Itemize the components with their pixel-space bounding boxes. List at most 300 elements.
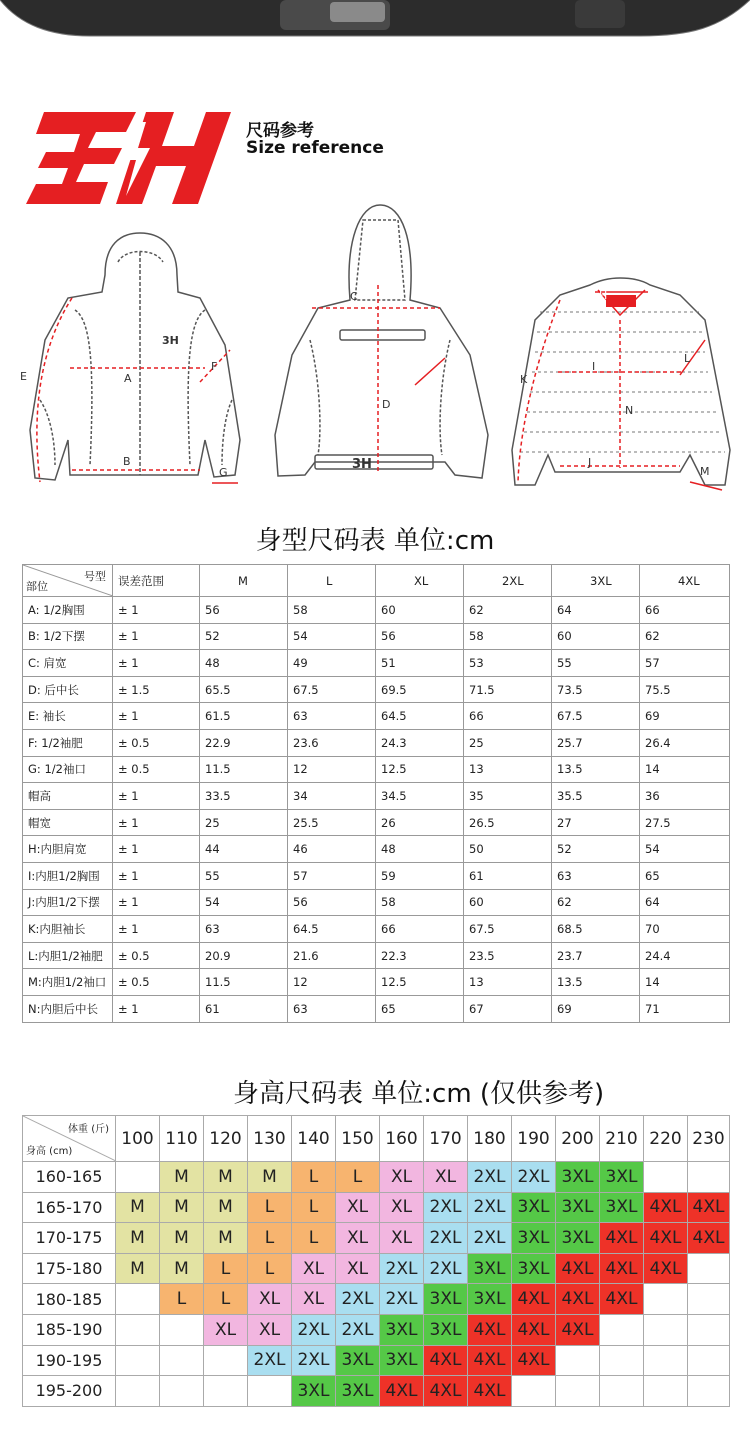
tolerance-cell: ± 1 <box>113 836 200 863</box>
part-cell: 帽高 <box>23 783 113 810</box>
body-size-corner-cell <box>23 565 113 597</box>
recommended-size-cell: M <box>160 1253 204 1284</box>
measurement-cell: 59 <box>376 862 464 889</box>
recommended-size-cell: 3XL <box>424 1284 468 1315</box>
height-row <box>23 1223 730 1254</box>
measurement-cell: 48 <box>376 836 464 863</box>
height-row <box>23 1162 730 1193</box>
height-weight-corner-cell <box>23 1116 116 1162</box>
height-row <box>23 1345 730 1376</box>
back-logo: 3H <box>352 457 372 472</box>
label-i: I <box>592 360 596 373</box>
recommended-size-cell: 4XL <box>644 1253 688 1284</box>
height-label-cell: 160-165 <box>23 1162 116 1193</box>
height-size-table-title: 身高尺码表 单位:cm (仅供参考) <box>233 1079 605 1109</box>
measurement-cell: 61.5 <box>200 703 288 730</box>
measurement-cell: 75.5 <box>640 676 730 703</box>
recommended-size-cell: 2XL <box>292 1345 336 1376</box>
measurement-cell: 50 <box>464 836 552 863</box>
measurement-cell: 24.4 <box>640 942 730 969</box>
weight-header: 200 <box>556 1116 600 1162</box>
body-size-row <box>23 862 730 889</box>
measurement-cell: 64 <box>640 889 730 916</box>
measurement-cell: 20.9 <box>200 942 288 969</box>
tolerance-cell: ± 1 <box>113 650 200 677</box>
recommended-size-cell: 2XL <box>512 1162 556 1193</box>
recommended-size-cell: M <box>160 1223 204 1254</box>
recommended-size-cell: XL <box>380 1192 424 1223</box>
recommended-size-cell <box>644 1284 688 1315</box>
recommended-size-cell: 2XL <box>248 1345 292 1376</box>
label-b: B <box>123 455 131 468</box>
size-header: 3XL <box>552 565 640 597</box>
measurement-cell: 11.5 <box>200 756 288 783</box>
recommended-size-cell: 2XL <box>336 1284 380 1315</box>
measurement-cell: 54 <box>640 836 730 863</box>
recommended-size-cell <box>644 1314 688 1345</box>
back-measure-lines <box>312 285 445 472</box>
recommended-size-cell <box>600 1314 644 1345</box>
tolerance-cell: ± 1 <box>113 862 200 889</box>
measurement-cell: 60 <box>552 623 640 650</box>
measurement-cell: 23.7 <box>552 942 640 969</box>
weight-header: 110 <box>160 1116 204 1162</box>
part-cell: K:内胆袖长 <box>23 916 113 943</box>
weight-header: 100 <box>116 1116 160 1162</box>
measurement-cell: 34.5 <box>376 783 464 810</box>
recommended-size-cell: XL <box>336 1253 380 1284</box>
measurement-cell: 69 <box>640 703 730 730</box>
body-size-table-title: 身型尺码表 单位:cm <box>255 526 495 556</box>
measurement-cell: 14 <box>640 969 730 996</box>
body-size-row <box>23 995 730 1022</box>
measurement-cell: 53 <box>464 650 552 677</box>
measurement-cell: 25.5 <box>288 809 376 836</box>
measurement-cell: 12.5 <box>376 756 464 783</box>
recommended-size-cell: 4XL <box>688 1192 730 1223</box>
measurement-cell: 36 <box>640 783 730 810</box>
recommended-size-cell <box>688 1162 730 1193</box>
weight-header: 160 <box>380 1116 424 1162</box>
weight-header: 170 <box>424 1116 468 1162</box>
tolerance-cell: ± 0.5 <box>113 756 200 783</box>
recommended-size-cell: L <box>204 1284 248 1315</box>
measurement-cell: 62 <box>640 623 730 650</box>
recommended-size-cell <box>688 1376 730 1407</box>
recommended-size-cell: M <box>116 1223 160 1254</box>
recommended-size-cell: 3XL <box>512 1192 556 1223</box>
measurement-cell: 65 <box>376 995 464 1022</box>
recommended-size-cell: L <box>248 1253 292 1284</box>
tolerance-header: 误差范围 <box>113 565 200 597</box>
tolerance-cell: ± 1 <box>113 995 200 1022</box>
label-m: M <box>700 465 710 478</box>
height-label-cell: 195-200 <box>23 1376 116 1407</box>
recommended-size-cell: L <box>248 1223 292 1254</box>
part-cell: I:内胆1/2胸围 <box>23 862 113 889</box>
recommended-size-cell: 3XL <box>556 1162 600 1193</box>
corner-size-label: 号型 <box>84 570 106 583</box>
part-cell: E: 袖长 <box>23 703 113 730</box>
liner-quilting <box>520 312 725 452</box>
height-label-cell: 175-180 <box>23 1253 116 1284</box>
front-chest-badge: 3H <box>162 334 179 347</box>
height-label-cell: 185-190 <box>23 1314 116 1345</box>
recommended-size-cell <box>644 1345 688 1376</box>
measurement-cell: 51 <box>376 650 464 677</box>
tolerance-cell: ± 1 <box>113 916 200 943</box>
measurement-cell: 52 <box>552 836 640 863</box>
measurement-cell: 56 <box>200 597 288 624</box>
body-size-row <box>23 597 730 624</box>
height-row <box>23 1253 730 1284</box>
recommended-size-cell: L <box>160 1284 204 1315</box>
measurement-cell: 65.5 <box>200 676 288 703</box>
body-size-row <box>23 836 730 863</box>
recommended-size-cell: 3XL <box>336 1376 380 1407</box>
back-jacket-drawing <box>275 205 488 478</box>
label-a: A <box>124 372 132 385</box>
corner-part-label: 部位 <box>26 580 48 593</box>
recommended-size-cell: 2XL <box>336 1314 380 1345</box>
measurement-cell: 61 <box>200 995 288 1022</box>
recommended-size-cell <box>688 1253 730 1284</box>
recommended-size-cell: 4XL <box>600 1253 644 1284</box>
body-size-row <box>23 809 730 836</box>
measurement-cell: 67.5 <box>288 676 376 703</box>
size-reference-cn: 尺码参考 <box>246 121 314 141</box>
measurement-cell: 62 <box>552 889 640 916</box>
recommended-size-cell: 4XL <box>600 1223 644 1254</box>
measurement-cell: 58 <box>288 597 376 624</box>
recommended-size-cell: 4XL <box>556 1253 600 1284</box>
height-row <box>23 1192 730 1223</box>
recommended-size-cell: 3XL <box>600 1162 644 1193</box>
measurement-cell: 27 <box>552 809 640 836</box>
recommended-size-cell: 4XL <box>468 1345 512 1376</box>
measurement-cell: 55 <box>552 650 640 677</box>
measurement-cell: 55 <box>200 862 288 889</box>
recommended-size-cell: XL <box>248 1284 292 1315</box>
part-cell: L:内胆1/2袖肥 <box>23 942 113 969</box>
weight-header: 220 <box>644 1116 688 1162</box>
recommended-size-cell <box>644 1162 688 1193</box>
recommended-size-cell: XL <box>292 1253 336 1284</box>
recommended-size-cell <box>116 1162 160 1193</box>
recommended-size-cell <box>160 1345 204 1376</box>
measurement-cell: 60 <box>376 597 464 624</box>
recommended-size-cell: XL <box>380 1223 424 1254</box>
measurement-cell: 13.5 <box>552 969 640 996</box>
measurement-cell: 67.5 <box>464 916 552 943</box>
measurement-cell: 52 <box>200 623 288 650</box>
measurement-cell: 69 <box>552 995 640 1022</box>
measurement-cell: 73.5 <box>552 676 640 703</box>
recommended-size-cell: M <box>116 1192 160 1223</box>
body-size-row <box>23 783 730 810</box>
tolerance-cell: ± 0.5 <box>113 729 200 756</box>
recommended-size-cell: 3XL <box>380 1345 424 1376</box>
measurement-cell: 60 <box>464 889 552 916</box>
part-cell: A: 1/2胸围 <box>23 597 113 624</box>
measurement-cell: 57 <box>288 862 376 889</box>
recommended-size-cell: 4XL <box>556 1284 600 1315</box>
label-f: F <box>211 360 218 373</box>
recommended-size-cell: 3XL <box>380 1314 424 1345</box>
recommended-size-cell <box>600 1345 644 1376</box>
recommended-size-cell: XL <box>424 1162 468 1193</box>
label-k: K <box>520 373 528 386</box>
body-size-row <box>23 969 730 996</box>
tolerance-cell: ± 1 <box>113 783 200 810</box>
size-header: XL <box>376 565 464 597</box>
recommended-size-cell: XL <box>204 1314 248 1345</box>
label-e: E <box>20 370 27 383</box>
measurement-cell: 54 <box>200 889 288 916</box>
recommended-size-cell: XL <box>380 1162 424 1193</box>
recommended-size-cell: L <box>292 1223 336 1254</box>
measurement-cell: 49 <box>288 650 376 677</box>
label-n: N <box>625 404 634 417</box>
recommended-size-cell: 3XL <box>292 1376 336 1407</box>
body-size-header-row <box>23 565 730 597</box>
part-cell: H:内胆肩宽 <box>23 836 113 863</box>
measurement-cell: 56 <box>376 623 464 650</box>
weight-header: 210 <box>600 1116 644 1162</box>
measurement-cell: 61 <box>464 862 552 889</box>
tolerance-cell: ± 0.5 <box>113 969 200 996</box>
body-size-row <box>23 623 730 650</box>
measurement-cell: 66 <box>640 597 730 624</box>
measurement-cell: 63 <box>288 995 376 1022</box>
corner-height-label: 身高 (cm) <box>26 1146 73 1157</box>
recommended-size-cell: M <box>204 1192 248 1223</box>
part-cell: M:内胆1/2袖口 <box>23 969 113 996</box>
recommended-size-cell: 3XL <box>468 1253 512 1284</box>
body-size-table <box>22 564 730 1023</box>
recommended-size-cell: M <box>116 1253 160 1284</box>
part-cell: C: 肩宽 <box>23 650 113 677</box>
measurement-cell: 21.6 <box>288 942 376 969</box>
label-l: L <box>684 352 691 365</box>
measurement-cell: 56 <box>288 889 376 916</box>
measurement-cell: 22.3 <box>376 942 464 969</box>
recommended-size-cell: L <box>336 1162 380 1193</box>
height-weight-size-table <box>22 1115 730 1407</box>
measurement-cell: 26.4 <box>640 729 730 756</box>
label-d: D <box>382 398 391 411</box>
recommended-size-cell: 3XL <box>600 1192 644 1223</box>
body-size-row <box>23 650 730 677</box>
measurement-cell: 63 <box>200 916 288 943</box>
recommended-size-cell <box>688 1345 730 1376</box>
body-size-row <box>23 889 730 916</box>
height-row <box>23 1284 730 1315</box>
label-h: H <box>599 289 608 302</box>
body-size-row <box>23 703 730 730</box>
tolerance-cell: ± 1 <box>113 889 200 916</box>
measurement-cell: 69.5 <box>376 676 464 703</box>
measurement-cell: 27.5 <box>640 809 730 836</box>
recommended-size-cell: 4XL <box>424 1376 468 1407</box>
recommended-size-cell <box>204 1345 248 1376</box>
recommended-size-cell: 3XL <box>336 1345 380 1376</box>
part-cell: G: 1/2袖口 <box>23 756 113 783</box>
measurement-cell: 14 <box>640 756 730 783</box>
measurement-cell: 57 <box>640 650 730 677</box>
height-label-cell: 180-185 <box>23 1284 116 1315</box>
recommended-size-cell: 3XL <box>424 1314 468 1345</box>
size-header: M <box>200 565 288 597</box>
recommended-size-cell: XL <box>292 1284 336 1315</box>
weight-header: 230 <box>688 1116 730 1162</box>
front-measure-lines <box>37 298 238 483</box>
weight-header: 120 <box>204 1116 248 1162</box>
recommended-size-cell: M <box>160 1162 204 1193</box>
weight-header-row <box>23 1116 730 1162</box>
measurement-cell: 63 <box>288 703 376 730</box>
recommended-size-cell: 3XL <box>512 1223 556 1254</box>
recommended-size-cell <box>116 1345 160 1376</box>
recommended-size-cell <box>160 1314 204 1345</box>
recommended-size-cell: 4XL <box>424 1345 468 1376</box>
height-row <box>23 1314 730 1345</box>
recommended-size-cell: 4XL <box>380 1376 424 1407</box>
recommended-size-cell: 2XL <box>380 1253 424 1284</box>
recommended-size-cell <box>204 1376 248 1407</box>
tolerance-cell: ± 1 <box>113 703 200 730</box>
measurement-cell: 66 <box>464 703 552 730</box>
recommended-size-cell <box>116 1284 160 1315</box>
recommended-size-cell: 4XL <box>556 1314 600 1345</box>
size-header: L <box>288 565 376 597</box>
recommended-size-cell: 3XL <box>556 1192 600 1223</box>
recommended-size-cell: M <box>204 1223 248 1254</box>
measurement-cell: 26.5 <box>464 809 552 836</box>
measurement-cell: 33.5 <box>200 783 288 810</box>
recommended-size-cell <box>556 1376 600 1407</box>
recommended-size-cell: 2XL <box>468 1223 512 1254</box>
part-cell: B: 1/2下摆 <box>23 623 113 650</box>
height-label-cell: 170-175 <box>23 1223 116 1254</box>
recommended-size-cell: 2XL <box>424 1192 468 1223</box>
recommended-size-cell: XL <box>336 1223 380 1254</box>
measurement-cell: 70 <box>640 916 730 943</box>
part-cell: J:内胆1/2下摆 <box>23 889 113 916</box>
recommended-size-cell <box>116 1376 160 1407</box>
brand-logo <box>26 112 231 204</box>
body-size-row <box>23 676 730 703</box>
height-row <box>23 1376 730 1407</box>
recommended-size-cell <box>644 1376 688 1407</box>
body-size-row <box>23 729 730 756</box>
tolerance-cell: ± 1 <box>113 623 200 650</box>
measurement-cell: 65 <box>640 862 730 889</box>
part-cell: F: 1/2袖肥 <box>23 729 113 756</box>
recommended-size-cell: M <box>248 1162 292 1193</box>
recommended-size-cell: 2XL <box>468 1162 512 1193</box>
measurement-cell: 25.7 <box>552 729 640 756</box>
tolerance-cell: ± 1.5 <box>113 676 200 703</box>
top-photo-strip <box>0 0 750 38</box>
size-header: 4XL <box>640 565 730 597</box>
liner-jacket-drawing <box>512 278 730 485</box>
measurement-cell: 11.5 <box>200 969 288 996</box>
recommended-size-cell <box>688 1314 730 1345</box>
recommended-size-cell: 4XL <box>512 1284 556 1315</box>
measurement-cell: 64.5 <box>376 703 464 730</box>
recommended-size-cell <box>688 1284 730 1315</box>
measurement-cell: 58 <box>376 889 464 916</box>
label-g: G <box>219 466 228 479</box>
measurement-cell: 22.9 <box>200 729 288 756</box>
jacket-measurement-diagram <box>0 200 750 500</box>
measurement-cell: 71 <box>640 995 730 1022</box>
label-j: J <box>588 456 592 469</box>
recommended-size-cell: L <box>204 1253 248 1284</box>
measurement-cell: 23.6 <box>288 729 376 756</box>
measurement-cell: 44 <box>200 836 288 863</box>
body-size-row <box>23 756 730 783</box>
recommended-size-cell: 4XL <box>600 1284 644 1315</box>
measurement-cell: 25 <box>464 729 552 756</box>
tolerance-cell: ± 0.5 <box>113 942 200 969</box>
height-label-cell: 165-170 <box>23 1192 116 1223</box>
tolerance-cell: ± 1 <box>113 597 200 624</box>
measurement-cell: 64 <box>552 597 640 624</box>
liner-measure-lines <box>518 292 722 490</box>
weight-header: 130 <box>248 1116 292 1162</box>
measurement-cell: 67 <box>464 995 552 1022</box>
part-cell: D: 后中长 <box>23 676 113 703</box>
recommended-size-cell: 4XL <box>468 1376 512 1407</box>
recommended-size-cell <box>512 1376 556 1407</box>
recommended-size-cell: M <box>204 1162 248 1193</box>
measurement-cell: 26 <box>376 809 464 836</box>
measurement-cell: 35 <box>464 783 552 810</box>
recommended-size-cell: 4XL <box>644 1223 688 1254</box>
label-c: C <box>350 290 358 303</box>
recommended-size-cell: 2XL <box>380 1284 424 1315</box>
height-label-cell: 190-195 <box>23 1345 116 1376</box>
size-header: 2XL <box>464 565 552 597</box>
recommended-size-cell: 4XL <box>644 1192 688 1223</box>
recommended-size-cell: XL <box>336 1192 380 1223</box>
recommended-size-cell: 2XL <box>424 1223 468 1254</box>
recommended-size-cell <box>600 1376 644 1407</box>
body-size-row <box>23 916 730 943</box>
weight-header: 140 <box>292 1116 336 1162</box>
recommended-size-cell: 3XL <box>512 1253 556 1284</box>
recommended-size-cell <box>248 1376 292 1407</box>
measurement-cell: 35.5 <box>552 783 640 810</box>
recommended-size-cell: 4XL <box>512 1314 556 1345</box>
size-reference-en: Size reference <box>246 138 384 158</box>
measurement-cell: 23.5 <box>464 942 552 969</box>
weight-header: 180 <box>468 1116 512 1162</box>
recommended-size-cell: 2XL <box>468 1192 512 1223</box>
measurement-cell: 12 <box>288 756 376 783</box>
measurement-cell: 13.5 <box>552 756 640 783</box>
measurement-cell: 68.5 <box>552 916 640 943</box>
measurement-cell: 66 <box>376 916 464 943</box>
measurement-cell: 13 <box>464 969 552 996</box>
measurement-cell: 12.5 <box>376 969 464 996</box>
measurement-cell: 58 <box>464 623 552 650</box>
recommended-size-cell: 2XL <box>424 1253 468 1284</box>
measurement-cell: 63 <box>552 862 640 889</box>
measurement-cell: 34 <box>288 783 376 810</box>
